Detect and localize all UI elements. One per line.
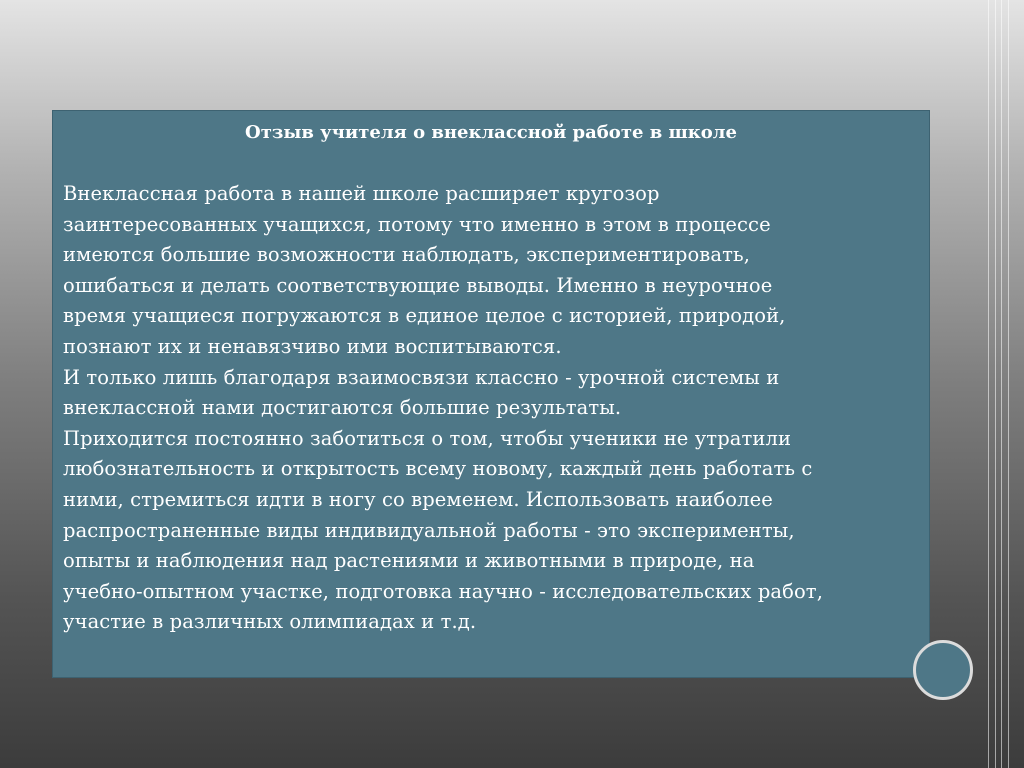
decorative-edge-lines <box>984 0 1024 768</box>
text-line: Приходится постоянно заботиться о том, чтобы ученики не утратили <box>63 426 792 450</box>
text-line: имеются большие возможности наблюдать, экспериментировать, <box>63 243 751 267</box>
paragraph <box>63 424 919 638</box>
text-line: заинтересованных учащихся, потому что именно в этом в процессе <box>63 212 771 236</box>
content-box <box>52 110 930 678</box>
text-line: ошибаться и делать соответствующие выводы. Именно в неурочное <box>63 273 773 297</box>
text-line: познают их и ненавязчиво ими воспитываются. <box>63 334 562 358</box>
text-line: время учащиеся погружаются в единое целое с историей, природой, <box>63 304 786 328</box>
text-line: любознательность и открытость всему новому, каждый день работать с <box>63 457 813 481</box>
text-line: опыты и наблюдения над растениями и животными в природе, на <box>63 549 755 573</box>
decorative-circle <box>913 640 973 700</box>
text-line: распространенные виды индивидуальной работы - это эксперименты, <box>63 518 795 542</box>
slide-title: Отзыв учителя о внеклассной работе в школе <box>245 122 737 143</box>
slide-body <box>63 179 919 638</box>
paragraph <box>63 179 919 363</box>
text-line: участие в различных олимпиадах и т.д. <box>63 610 477 634</box>
text-line: учебно-опытном участке, подготовка научно - исследовательских работ, <box>63 579 823 603</box>
text-line: И только лишь благодаря взаимосвязи классно - урочной системы и <box>63 365 780 389</box>
text-line: Внеклассная работа в нашей школе расширяет кругозор <box>63 182 660 205</box>
text-line: внеклассной нами достигаются большие результаты. <box>63 396 622 420</box>
text-line: ними, стремиться идти в ногу со временем. Использовать наиболее <box>63 487 773 511</box>
paragraph <box>63 363 919 424</box>
